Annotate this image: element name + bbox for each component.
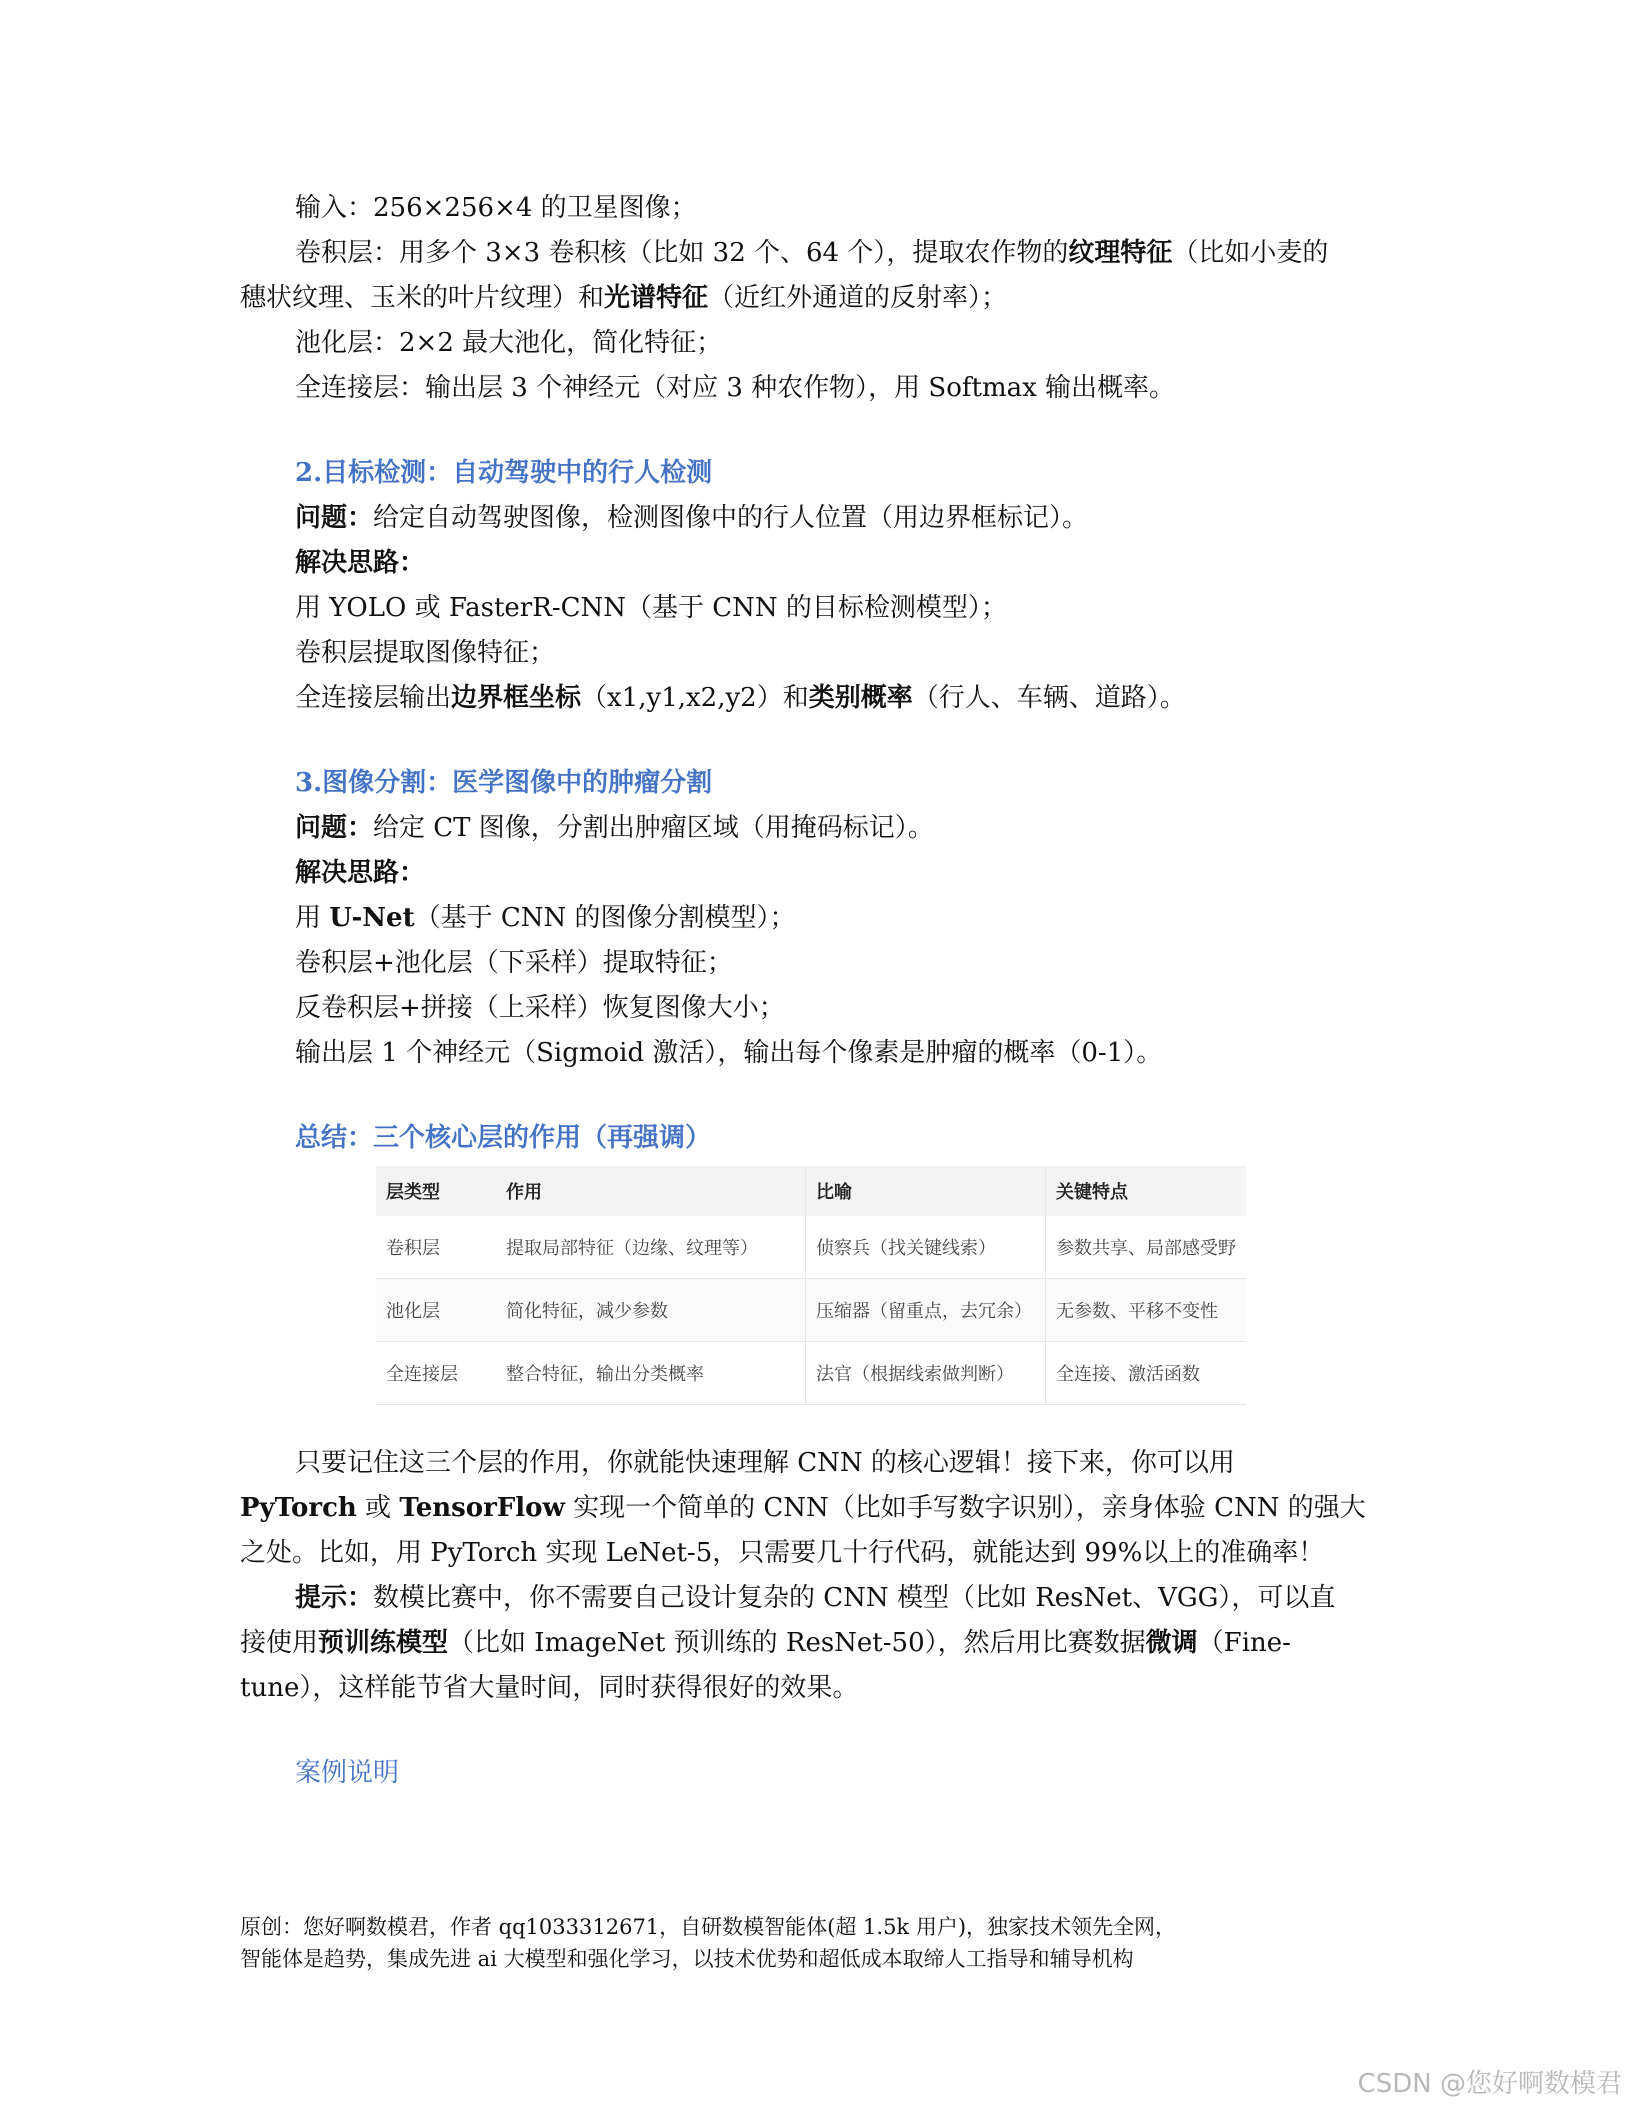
conv-text-cont: （比如小麦的 (1172, 238, 1329, 268)
table-cell: 法官（根据线索做判断） (806, 1342, 1046, 1404)
footer-line-1: 原创：您好啊数模君，作者 qq1033312671，自研数模智能体(超 1.5k 用户)，独家技术领先全网， (240, 1915, 1177, 1939)
table-cell: 池化层 (386, 1301, 440, 1322)
finetune-bold: 微调 (1145, 1628, 1198, 1658)
conv-line-1 (295, 233, 1328, 273)
pretrained-bold: 预训练模型 (318, 1628, 449, 1658)
table-cell: 无参数、平移不变性 (1056, 1301, 1218, 1322)
table-row (376, 1279, 1246, 1342)
table-cell: 整合特征，输出分类概率 (496, 1342, 806, 1404)
section2-heading: 2.目标检测：自动驾驶中的行人检测 (295, 458, 713, 488)
table-cell: 提取局部特征（边缘、纹理等） (496, 1216, 806, 1278)
table-cell: 全连接层 (386, 1364, 458, 1385)
csdn-watermark: CSDN @您好啊数模君 (1357, 2069, 1622, 2099)
s3-problem (295, 808, 934, 848)
s3-line1-a: 用 (295, 903, 330, 933)
table-cell: 侦察兵（找关键线索） (806, 1216, 1046, 1278)
table-cell: 简化特征，减少参数 (496, 1279, 806, 1341)
table-cell: 压缩器（留重点，去冗余） (806, 1279, 1046, 1341)
s2-line1: 用 YOLO 或 FasterR-CNN（基于 CNN 的目标检测模型）； (295, 593, 1007, 623)
or-text: 或 (356, 1493, 400, 1523)
table-row (376, 1216, 1246, 1279)
s3-line1 (295, 898, 796, 938)
tip-line1 (295, 1578, 1335, 1618)
conv-line-2 (240, 278, 1007, 318)
s2-line3 (295, 678, 1186, 718)
header-cell: 作用 (496, 1166, 806, 1216)
s2-problem (295, 498, 1088, 538)
conv-text-3: （近红外通道的反射率）； (708, 283, 1008, 313)
tip-text-b3: （比如 ImageNet 预训练的 ResNet-50），然后用比赛数据 (448, 1628, 1146, 1658)
table-row (376, 1342, 1246, 1405)
approach-label: 解决思路： (295, 858, 426, 888)
tip-line2 (240, 1623, 1291, 1663)
table-header-row (376, 1166, 1246, 1216)
table-cell: 全连接、激活函数 (1056, 1364, 1200, 1385)
texture-feature-bold: 纹理特征 (1068, 238, 1173, 268)
tip-text: 数模比赛中，你不需要自己设计复杂的 CNN 模型（比如 ResNet、VGG），可以直 (373, 1583, 1336, 1613)
problem-text: 给定 CT 图像，分割出肿瘤区域（用掩码标记）。 (373, 813, 934, 843)
spectral-feature-bold: 光谱特征 (604, 283, 709, 313)
problem-label: 问题： (295, 813, 374, 843)
table-cell: 卷积层 (386, 1238, 440, 1259)
problem-text: 给定自动驾驶图像，检测图像中的行人位置（用边界框标记）。 (373, 503, 1089, 533)
closing-text: 实现一个简单的 CNN（比如手写数字识别），亲身体验 CNN 的强大 (564, 1493, 1366, 1523)
header-cell: 比喻 (806, 1166, 1046, 1216)
conv-text-2: 穗状纹理、玉米的叶片纹理）和 (240, 283, 605, 313)
section3-heading: 3.图像分割：医学图像中的肿瘤分割 (295, 768, 713, 798)
pool-line: 池化层：2×2 最大池化，简化特征； (295, 328, 723, 358)
s2-line3-c: （x1,y1,x2,y2）和 (581, 683, 809, 713)
bbox-coords-bold: 边界框坐标 (451, 683, 582, 713)
s3-line1-c: （基于 CNN 的图像分割模型）； (414, 903, 796, 933)
s3-approach-label (295, 853, 425, 893)
tensorflow-bold: TensorFlow (399, 1493, 565, 1523)
tip-text-b5: （Fine- (1197, 1628, 1291, 1658)
problem-label: 问题： (295, 503, 374, 533)
tip-text-b1: 接使用 (240, 1628, 319, 1658)
fc-line: 全连接层：输出层 3 个神经元（对应 3 种农作物），用 Softmax 输出概率。 (295, 373, 1176, 403)
s2-approach-label (295, 543, 425, 583)
header-cell: 关键特点 (1056, 1182, 1128, 1203)
s2-line3-a: 全连接层输出 (295, 683, 452, 713)
tip-line3: tune），这样能节省大量时间，同时获得很好的效果。 (240, 1673, 859, 1703)
summary-table (376, 1166, 1246, 1405)
table-cell: 参数共享、局部感受野 (1056, 1238, 1236, 1259)
header-cell: 层类型 (386, 1182, 440, 1203)
pytorch-bold: PyTorch (240, 1493, 357, 1523)
conv-text: 卷积层：用多个 3×3 卷积核（比如 32 个、64 个），提取农作物的 (295, 238, 1069, 268)
closing-p1-line1: 只要记住这三个层的作用，你就能快速理解 CNN 的核心逻辑！接下来，你可以用 (295, 1448, 1235, 1478)
closing-p1-line3: 之处。比如，用 PyTorch 实现 LeNet-5，只需要几十行代码，就能达到 99%以上的准确率！ (240, 1538, 1325, 1568)
class-prob-bold: 类别概率 (808, 683, 913, 713)
input-line: 输入：256×256×4 的卫星图像； (295, 193, 697, 223)
s3-line2: 卷积层+池化层（下采样）提取特征； (295, 948, 733, 978)
s2-line3-e: （行人、车辆、道路）。 (912, 683, 1186, 713)
s3-line4: 输出层 1 个神经元（Sigmoid 激活），输出每个像素是肿瘤的概率（0-1）。 (295, 1038, 1163, 1068)
case-heading: 案例说明 (295, 1758, 400, 1788)
footer-line-2: 智能体是趋势，集成先进 ai 大模型和强化学习，以技术优势和超低成本取缔人工指导和辅导机构 (240, 1947, 1134, 1971)
s2-line2: 卷积层提取图像特征； (295, 638, 556, 668)
summary-heading: 总结：三个核心层的作用（再强调） (295, 1123, 712, 1153)
closing-p1-line2 (240, 1488, 1366, 1528)
tip-label: 提示： (295, 1583, 374, 1613)
unet-bold: U-Net (329, 903, 415, 933)
approach-label: 解决思路： (295, 548, 426, 578)
s3-line3: 反卷积层+拼接（上采样）恢复图像大小； (295, 993, 785, 1023)
